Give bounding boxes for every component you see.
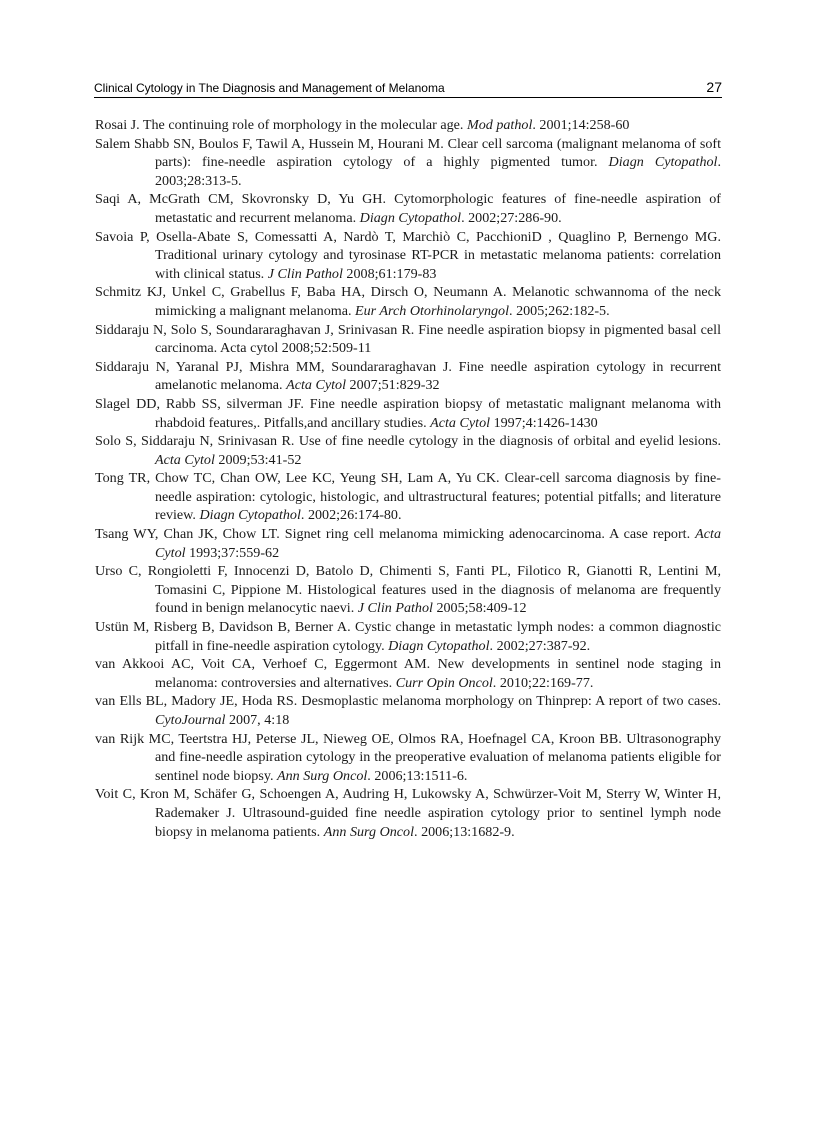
reference-entry: van Akkooi AC, Voit CA, Verhoef C, Eggermont AM. New developments in sentinel node staging in melanoma: controversies and alternatives. Curr Opin Oncol. 2010;22:169-77. — [95, 656, 721, 691]
reference-entry: Tsang WY, Chan JK, Chow LT. Signet ring cell melanoma mimicking adenocarcinoma. A case report. Acta Cytol 1993;37:559-62 — [95, 526, 721, 561]
reference-entry: Saqi A, McGrath CM, Skovronsky D, Yu GH. Cytomorphologic features of fine-needle aspiration of metastatic and recurrent melanoma. Diagn Cytopathol. 2002;27:286-90. — [95, 191, 721, 226]
reference-entry: Solo S, Siddaraju N, Srinivasan R. Use of fine needle cytology in the diagnosis of orbital and eyelid lesions. Acta Cytol 2009;53:41-52 — [95, 433, 721, 468]
reference-entry: van Rijk MC, Teertstra HJ, Peterse JL, Nieweg OE, Olmos RA, Hoefnagel CA, Kroon BB. Ultrasonography and fine-needle aspiration cytology in the preoperative evaluation of melanoma patients eligible for sentinel node biopsy. Ann Surg Oncol. 2006;13:1511-6. — [95, 730, 721, 784]
reference-entry: Voit C, Kron M, Schäfer G, Schoengen A, Audring H, Lukowsky A, Schwürzer-Voit M, Sterry W, Winter H, Rademaker J. Ultrasound-guided fine needle aspiration cytology prior to sentinel lymph node biopsy in melanoma patients. Ann Surg Oncol. 2006;13:1682-9. — [95, 786, 721, 840]
reference-list — [95, 116, 721, 841]
reference-entry: Savoia P, Osella-Abate S, Comessatti A, Nardò T, Marchiò C, PacchioniD , Quaglino P, Bernengo MG. Traditional urinary cytology and tyrosinase RT-PCR in metastatic melanoma patients: correlation with clinical status. J Clin Pathol 2008;61:179-83 — [95, 228, 721, 282]
reference-entry: Schmitz KJ, Unkel C, Grabellus F, Baba HA, Dirsch O, Neumann A. Melanotic schwannoma of the neck mimicking a malignant melanoma. Eur Arch Otorhinolaryngol. 2005;262:182-5. — [95, 284, 721, 319]
reference-entry: Urso C, Rongioletti F, Innocenzi D, Batolo D, Chimenti S, Fanti PL, Filotico R, Gianotti R, Lentini M, Tomasini C, Pippione M. Histological features used in the diagnosis of melanoma are frequently found in benign melanocytic naevi. J Clin Pathol 2005;58:409-12 — [95, 563, 721, 617]
reference-entry: Siddaraju N, Solo S, Soundararaghavan J, Srinivasan R. Fine needle aspiration biopsy in pigmented basal cell carcinoma. Acta cytol 2008;52:509-11 — [95, 321, 721, 357]
reference-entry: Tong TR, Chow TC, Chan OW, Lee KC, Yeung SH, Lam A, Yu CK. Clear-cell sarcoma diagnosis by fine-needle aspiration: cytologic, histologic, and ultrastructural features; potential pitfalls; and literature review. Diagn Cytopathol. 2002;26:174-80. — [95, 470, 721, 524]
reference-entry: Siddaraju N, Yaranal PJ, Mishra MM, Soundararaghavan J. Fine needle aspiration cytology in recurrent amelanotic melanoma. Acta Cytol 2007;51:829-32 — [95, 358, 721, 394]
reference-entry: van Ells BL, Madory JE, Hoda RS. Desmoplastic melanoma morphology on Thinprep: A report of two cases. CytoJournal 2007, 4:18 — [95, 693, 721, 728]
reference-entry: Ustün M, Risberg B, Davidson B, Berner A. Cystic change in metastatic lymph nodes: a common diagnostic pitfall in fine-needle aspiration cytology. Diagn Cytopathol. 2002;27:387-92. — [95, 619, 721, 654]
running-header-title: Clinical Cytology in The Diagnosis and Management of Melanoma — [94, 81, 445, 95]
page-number: 27 — [706, 79, 722, 95]
running-header — [94, 77, 722, 98]
reference-entry: Salem Shabb SN, Boulos F, Tawil A, Hussein M, Hourani M. Clear cell sarcoma (malignant melanoma of soft parts): fine-needle aspiration cytology of a highly pigmented tumor. Diagn Cytopathol. 2003;28:313-5. — [95, 135, 721, 189]
reference-entry: Slagel DD, Rabb SS, silverman JF. Fine needle aspiration biopsy of metastatic malignant melanoma with rhabdoid features,. Pitfalls,and ancillary studies. Acta Cytol 1997;4:1426-1430 — [95, 395, 721, 431]
reference-entry: Rosai J. The continuing role of morphology in the molecular age. Mod pathol. 2001;14:258-60 — [95, 117, 630, 133]
